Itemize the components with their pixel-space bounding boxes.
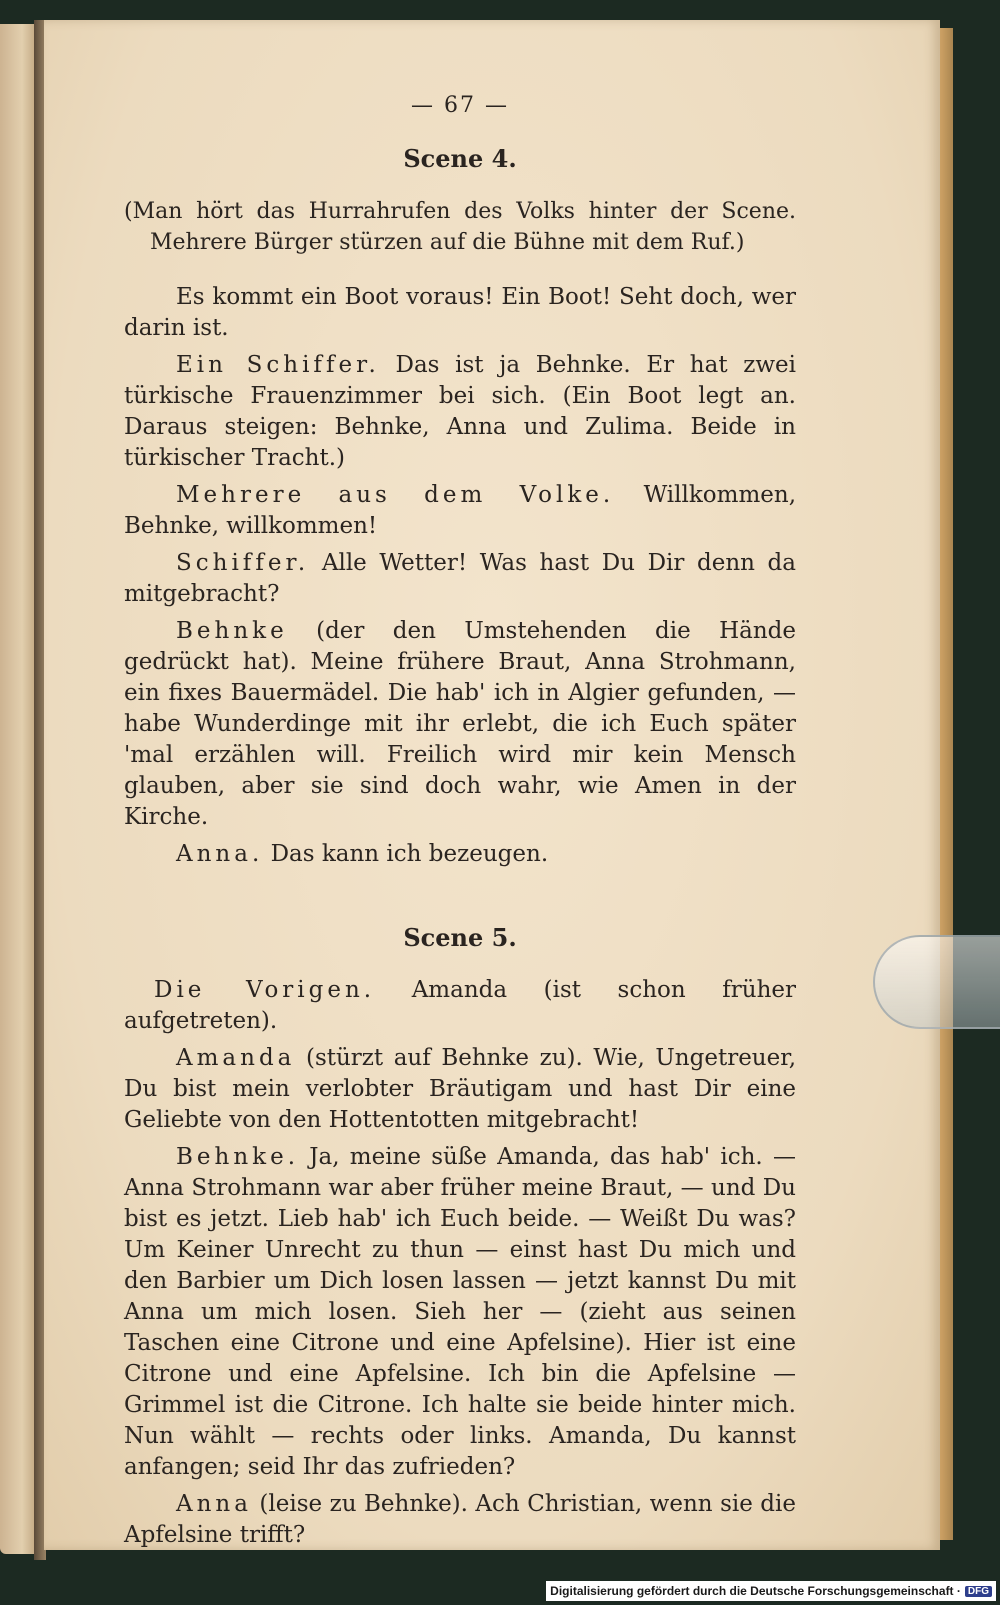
digitization-credit — [546, 1581, 996, 1601]
speaker-name: Die Vorigen. — [154, 977, 376, 1003]
dialogue-paragraph — [124, 282, 796, 344]
speaker-name: Anna. — [176, 841, 264, 867]
dialogue-paragraph — [124, 1043, 796, 1136]
dialogue-paragraph — [124, 350, 796, 474]
speaker-name: Behnke — [176, 618, 288, 644]
dialogue-paragraph — [124, 1142, 796, 1483]
stage-direction: (Man hört das Hurrahrufen des Volks hinter der Scene. Mehrere Bürger stürzen auf die Bühne mit dem Ruf.) — [124, 199, 796, 255]
speaker-name: Mehrere aus dem Volke. — [176, 482, 615, 508]
speaker-name: Ein Schiffer. — [176, 352, 380, 378]
speaker-name: Amanda — [176, 1045, 296, 1071]
dialogue-text: Das ist ja Behnke. Er hat zwei türkische Frauenzimmer bei sich. (Ein Boot legt an. Daraus steigen: Behnke, Anna und Zulima. Beide in türkischer Tracht.) — [124, 352, 797, 471]
speaker-name: Behnke. — [176, 1144, 299, 1170]
dialogue-paragraph — [124, 975, 796, 1037]
dialogue-text: (stürzt auf Behnke zu). Wie, Ungetreuer, Du bist mein verlobter Bräutigam und hast Dir eine Geliebte von den Hottentotten mitgebracht! — [124, 1045, 797, 1133]
dialogue-text: Willkommen, Behnke, willkommen! — [124, 482, 797, 539]
dfg-logo: DFG — [965, 1586, 992, 1597]
dialogue-paragraph — [124, 1489, 796, 1551]
page-number: — 67 — — [411, 93, 509, 118]
section-gap — [124, 876, 796, 922]
dialogue-text: Es kommt ein Boot voraus! Ein Boot! Seht doch, wer darin ist. — [124, 284, 796, 341]
credit-text: Digitalisierung gefördert durch die Deutsche Forschungsgemeinschaft · — [550, 1584, 961, 1598]
page-text — [124, 80, 796, 1557]
dialogue-paragraph — [124, 616, 796, 833]
dialogue-paragraph — [124, 548, 796, 610]
dialogue-text: Alle Wetter! Was hast Du Dir denn da mitgebracht? — [124, 550, 796, 607]
page-clip — [873, 935, 1000, 1029]
speaker-name: Anna — [176, 1491, 252, 1517]
dialogue-text: (leise zu Behnke). Ach Christian, wenn sie die Apfelsine trifft? — [124, 1491, 796, 1548]
dialogue-text: (der den Umstehenden die Hände gedrückt hat). Meine frühere Braut, Anna Strohmann, ein fixes Bauermädel. Die hab' ich in Algier gefunden, — habe Wunderdinge mit ihr erlebt, die ich Euch später 'mal erzählen will. Freilich wird mir kein Mensch glauben, aber sie sind doch wahr, wie Amen in der Kirche. — [124, 618, 796, 830]
scene-4-heading: Scene 4. — [403, 144, 517, 173]
dialogue-text: Amanda (ist schon früher aufgetreten). — [124, 977, 797, 1034]
dialogue-paragraph — [124, 839, 796, 870]
dialogue-paragraph — [124, 480, 796, 542]
dialogue-text: Das kann ich bezeugen. — [270, 841, 549, 867]
scene-5-heading: Scene 5. — [403, 923, 517, 952]
speaker-name: Schiffer. — [176, 550, 310, 576]
dialogue-text: Ja, meine süße Amanda, das hab' ich. — Anna Strohmann war aber früher meine Braut, — und Du bist es jetzt. Lieb hab' ich Euch beide. — Weißt Du was? Um Keiner Unrecht zu thun — einst hast Du mich und den Barbier um Dich losen lassen — jetzt kannst Du mit Anna um mich losen. Sieh her — (zieht aus seinen Taschen eine Citrone und eine Apfelsine). Hier ist eine Citrone und eine Apfelsine. Ich bin die Apfelsine — Grimmel ist die Citrone. Ich halte sie beide hinter mich. Nun wählt — rechts oder links. Amanda, Du kannst anfangen; seid Ihr das zufrieden? — [124, 1144, 796, 1480]
